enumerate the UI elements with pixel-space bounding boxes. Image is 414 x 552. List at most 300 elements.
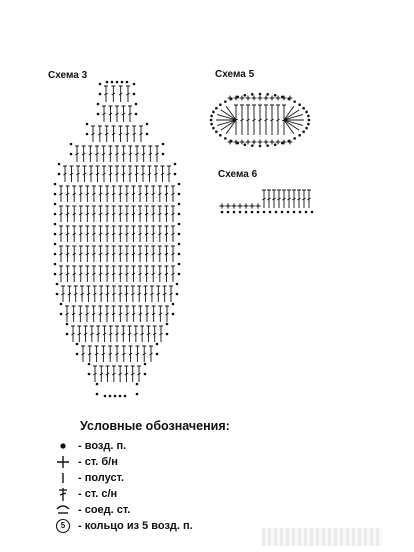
chain-dot: [56, 283, 59, 286]
radial-stitch: [221, 120, 236, 130]
double-crochet-mark: [163, 286, 167, 302]
double-crochet-mark: [105, 306, 109, 322]
double-crochet-mark: [102, 326, 106, 342]
double-crochet-mark: [137, 366, 141, 382]
double-crochet-mark: [118, 206, 122, 222]
double-crochet-mark: [142, 146, 146, 162]
double-crochet-mark: [151, 266, 155, 282]
double-crochet-mark: [89, 166, 93, 182]
double-crochet-mark: [141, 166, 145, 182]
chain-dot: [212, 111, 215, 114]
double-crochet-mark: [95, 346, 99, 362]
double-crochet-mark: [88, 346, 92, 362]
legend-item-text: - кольцо из 5 возд. п.: [78, 520, 193, 532]
double-crochet-mark: [91, 126, 95, 142]
chain-dot: [54, 203, 57, 206]
ring-number: 5: [60, 521, 66, 530]
chain-dot: [178, 223, 181, 226]
legend-item-text: - соед. ст.: [78, 504, 131, 516]
double-crochet-mark: [61, 286, 65, 302]
double-crochet-mark: [112, 206, 116, 222]
double-crochet-mark: [105, 226, 109, 242]
chain-dot: [259, 93, 262, 96]
double-crochet-mark: [79, 226, 83, 242]
double-crochet-mark: [171, 226, 175, 242]
chain-dot: [121, 81, 124, 84]
double-crochet-mark: [66, 186, 70, 202]
single-crochet-mark: [258, 96, 263, 101]
chain-dot: [210, 119, 213, 122]
chain-dot: [162, 153, 165, 156]
double-crochet-mark: [72, 186, 76, 202]
chain-dot: [58, 163, 61, 166]
double-crochet-mark: [108, 146, 112, 162]
chain-dot: [96, 383, 99, 386]
double-crochet-mark: [109, 326, 113, 342]
double-crochet-mark: [240, 105, 244, 135]
chain-dot: [146, 123, 149, 126]
double-crochet-mark: [144, 286, 148, 302]
double-crochet-mark: [72, 306, 76, 322]
single-crochet-mark: [249, 203, 254, 208]
legend-title: Условные обозначения:: [80, 419, 230, 433]
double-crochet-mark: [164, 226, 168, 242]
chain-dot: [178, 253, 181, 256]
double-crochet-mark: [118, 246, 122, 262]
scheme-6-title: Схема 6: [218, 169, 258, 180]
double-crochet-mark: [146, 326, 150, 342]
double-crochet-mark: [102, 146, 106, 162]
double-crochet-mark: [122, 106, 126, 122]
double-crochet-mark: [102, 106, 106, 122]
single-crochet-mark: [276, 140, 281, 145]
double-crochet-mark: [145, 186, 149, 202]
chain-dot: [133, 93, 136, 96]
chain-dot: [274, 143, 277, 146]
double-crochet-mark: [131, 226, 135, 242]
double-crochet-mark: [79, 206, 83, 222]
double-crochet-mark: [158, 186, 162, 202]
scheme-6-diagram: [219, 190, 313, 213]
single-crochet-mark: [246, 140, 251, 145]
chain-dot: [302, 107, 305, 110]
double-crochet-mark: [86, 286, 90, 302]
chain-dot: [156, 343, 159, 346]
chain-dot: [174, 163, 177, 166]
ring-icon: [54, 518, 72, 534]
double-crochet-mark: [72, 226, 76, 242]
double-crochet-mark: [72, 246, 76, 262]
legend-item-dc: [54, 486, 117, 502]
chain-dot: [156, 353, 159, 356]
double-crochet-mark: [132, 306, 136, 322]
chain-dot: [135, 103, 138, 106]
chain-dot: [298, 103, 301, 106]
chain-dot: [70, 153, 73, 156]
chain-dot: [251, 211, 254, 214]
double-crochet-mark: [111, 86, 115, 102]
double-crochet-mark: [252, 105, 256, 135]
chain-dot: [162, 143, 165, 146]
double-crochet-mark: [102, 166, 106, 182]
chain-dot: [224, 100, 227, 103]
chain-dot: [54, 243, 57, 246]
double-crochet-mark: [112, 306, 116, 322]
double-crochet-mark: [151, 206, 155, 222]
double-crochet-mark: [125, 206, 129, 222]
double-crochet-mark: [145, 306, 149, 322]
double-crochet-mark: [164, 206, 168, 222]
double-crochet-mark: [171, 246, 175, 262]
single-crochet-mark: [240, 96, 245, 101]
double-crochet-mark: [118, 226, 122, 242]
double-crochet-mark: [171, 186, 175, 202]
double-crochet-mark: [104, 86, 108, 102]
double-crochet-mark: [122, 166, 126, 182]
double-crochet-mark: [139, 126, 143, 142]
legend-item-chain: [54, 438, 126, 454]
chain-dot: [109, 395, 112, 398]
chain-dot: [70, 143, 73, 146]
double-crochet-mark: [105, 266, 109, 282]
double-crochet-mark: [246, 105, 250, 135]
double-crochet-mark: [151, 246, 155, 262]
double-crochet-mark: [131, 286, 135, 302]
chain-dot: [178, 193, 181, 196]
double-crochet-mark: [153, 326, 157, 342]
chain-dot: [97, 113, 100, 116]
chain-dot: [302, 131, 305, 134]
chain-dot: [263, 211, 266, 214]
chain-dot: [96, 393, 99, 396]
single-crochet-mark: [264, 140, 269, 145]
double-crochet-mark: [164, 186, 168, 202]
double-crochet-mark: [112, 126, 116, 142]
double-crochet-mark: [122, 146, 126, 162]
double-crochet-mark: [125, 286, 129, 302]
legend-item-text: - ст. б/н: [78, 456, 118, 468]
chain-dot: [136, 393, 139, 396]
radial-stitch: [221, 110, 236, 120]
double-crochet-mark: [131, 206, 135, 222]
double-crochet-mark: [59, 226, 63, 242]
chain-dot: [178, 233, 181, 236]
double-crochet-mark: [158, 306, 162, 322]
double-crochet-mark: [145, 206, 149, 222]
single-crochet-mark: [243, 203, 248, 208]
double-crochet-mark: [66, 246, 70, 262]
chain-dot: [293, 137, 296, 140]
single-crochet-mark: [255, 203, 260, 208]
chain-dot: [251, 93, 254, 96]
double-crochet-mark: [85, 246, 89, 262]
double-crochet-mark: [132, 126, 136, 142]
chain-dot: [144, 373, 147, 376]
double-crochet-mark: [96, 166, 100, 182]
chain-dot: [219, 103, 222, 106]
double-crochet-mark: [72, 266, 76, 282]
double-crochet-mark: [85, 306, 89, 322]
chain-dot: [178, 263, 181, 266]
chain-dot: [133, 83, 136, 86]
double-crochet-mark: [112, 186, 116, 202]
chain-dot: [287, 211, 290, 214]
chain-dot: [174, 173, 177, 176]
double-crochet-mark: [148, 146, 152, 162]
double-crochet-mark: [125, 306, 129, 322]
double-crochet-mark: [164, 266, 168, 282]
double-crochet-mark: [287, 190, 291, 208]
double-crochet-mark: [88, 146, 92, 162]
double-crochet-mark: [65, 306, 69, 322]
chain-dot: [60, 313, 63, 316]
legend-item-slipstitch: [54, 502, 130, 518]
double-crochet-mark: [118, 366, 122, 382]
double-crochet-mark: [158, 246, 162, 262]
double-crochet-mark: [63, 166, 67, 182]
chain-dot: [144, 363, 147, 366]
double-crochet-mark: [78, 306, 82, 322]
double-crochet-mark: [70, 166, 74, 182]
double-crochet-mark: [171, 266, 175, 282]
double-crochet-mark: [129, 346, 133, 362]
double-crochet-mark: [101, 346, 105, 362]
scheme-3-diagram: [54, 81, 181, 398]
double-crochet-mark: [125, 186, 129, 202]
double-crochet-mark: [99, 266, 103, 282]
scheme-5-diagram: [210, 93, 311, 148]
double-crochet-mark: [99, 206, 103, 222]
double-crochet-mark: [165, 306, 169, 322]
double-crochet-mark: [66, 266, 70, 282]
chain-dot: [66, 323, 69, 326]
double-crochet-mark: [145, 226, 149, 242]
double-crochet-mark: [118, 286, 122, 302]
single-crochet-mark: [264, 96, 269, 101]
double-crochet-mark: [118, 266, 122, 282]
double-crochet-mark: [270, 105, 274, 135]
double-crochet-mark: [128, 166, 132, 182]
single-crochet-mark: [231, 203, 236, 208]
chain-dot: [172, 313, 175, 316]
double-crochet-mark: [95, 146, 99, 162]
chain-dot: [281, 211, 284, 214]
single-crochet-mark: [237, 203, 242, 208]
double-crochet-mark: [118, 306, 122, 322]
double-crochet-mark: [115, 146, 119, 162]
double-crochet-mark: [115, 166, 119, 182]
double-crochet-mark: [112, 366, 116, 382]
double-crochet-mark: [93, 366, 97, 382]
double-crochet-mark: [92, 186, 96, 202]
chain-dot: [54, 193, 57, 196]
double-crochet-mark: [307, 190, 311, 208]
chain-dot: [210, 115, 213, 118]
double-crochet-mark: [161, 166, 165, 182]
chain-dot: [299, 211, 302, 214]
double-crochet-mark: [138, 226, 142, 242]
double-crochet-mark: [267, 190, 271, 208]
double-crochet-mark: [277, 190, 281, 208]
chain-dot: [178, 183, 181, 186]
chain-dot: [257, 211, 260, 214]
chain-dot: [305, 127, 308, 130]
legend-item-sc: [54, 454, 118, 470]
double-crochet-mark: [150, 286, 154, 302]
double-crochet-mark: [105, 206, 109, 222]
double-crochet-mark: [149, 346, 153, 362]
radial-stitch: [284, 120, 299, 130]
double-crochet-mark: [105, 286, 109, 302]
double-crochet-mark: [148, 166, 152, 182]
single-crochet-mark: [246, 96, 251, 101]
double-crochet-mark: [125, 266, 129, 282]
double-crochet-mark: [93, 286, 97, 302]
chain-dot: [178, 203, 181, 206]
double-crochet-mark: [119, 86, 123, 102]
double-crochet-mark: [84, 326, 88, 342]
double-crochet-mark: [98, 306, 102, 322]
chain-dot: [215, 107, 218, 110]
chain-dot: [86, 123, 89, 126]
chain-dot: [111, 81, 114, 84]
double-crochet-mark: [99, 226, 103, 242]
single-crochet-mark: [219, 203, 224, 208]
double-crochet-mark: [92, 206, 96, 222]
chain-dot: [293, 100, 296, 103]
double-crochet-mark: [81, 346, 85, 362]
legend-item-text: - полуст.: [78, 472, 125, 484]
chain-dot: [298, 134, 301, 137]
double-crochet-mark: [158, 266, 162, 282]
double-crochet-mark: [108, 346, 112, 362]
chain-dot: [54, 273, 57, 276]
chain-dot: [54, 263, 57, 266]
double-crochet-mark: [80, 286, 84, 302]
single-crochet-mark: [270, 96, 275, 101]
double-crochet-mark: [164, 246, 168, 262]
chain-dot: [245, 211, 248, 214]
chain-dot: [60, 303, 63, 306]
chain-dot: [266, 93, 269, 96]
dc-icon: [54, 486, 72, 502]
double-crochet-mark: [79, 266, 83, 282]
legend-item-text: - возд. п.: [78, 440, 127, 452]
chain-dot: [176, 293, 179, 296]
double-crochet-mark: [167, 166, 171, 182]
double-crochet-mark: [126, 86, 130, 102]
chain-dot: [224, 137, 227, 140]
double-crochet-mark: [135, 166, 139, 182]
double-crochet-mark: [151, 186, 155, 202]
double-crochet-mark: [140, 326, 144, 342]
chain-dot: [106, 81, 109, 84]
double-crochet-mark: [125, 246, 129, 262]
double-crochet-mark: [106, 366, 110, 382]
chain-dot: [54, 223, 57, 226]
double-crochet-mark: [79, 186, 83, 202]
double-crochet-mark: [83, 166, 87, 182]
double-crochet-mark: [145, 246, 149, 262]
double-crochet-mark: [92, 246, 96, 262]
double-crochet-mark: [302, 190, 306, 208]
double-crochet-mark: [128, 146, 132, 162]
double-crochet-mark: [112, 286, 116, 302]
double-crochet-mark: [118, 126, 122, 142]
chain-dot: [307, 115, 310, 118]
chain-dot: [219, 134, 222, 137]
double-crochet-mark: [137, 286, 141, 302]
double-crochet-mark: [297, 190, 301, 208]
double-crochet-mark: [158, 206, 162, 222]
double-crochet-mark: [99, 246, 103, 262]
double-crochet-mark: [92, 306, 96, 322]
chain-dot: [88, 363, 91, 366]
double-crochet-mark: [118, 186, 122, 202]
double-crochet-mark: [125, 226, 129, 242]
double-crochet-mark: [92, 226, 96, 242]
double-crochet-mark: [79, 246, 83, 262]
single-crochet-mark: [276, 96, 281, 101]
double-crochet-mark: [145, 266, 149, 282]
single-crochet-mark: [240, 140, 245, 145]
chain-dot: [176, 283, 179, 286]
double-crochet-mark: [121, 326, 125, 342]
chain-dot: [97, 103, 100, 106]
double-crochet-mark: [85, 206, 89, 222]
chain-dot: [251, 144, 254, 147]
chain-dot: [135, 113, 138, 116]
single-crochet-mark: [252, 140, 257, 145]
chain-dot: [274, 94, 277, 97]
chain-dot: [212, 127, 215, 130]
single-crochet-mark: [252, 96, 257, 101]
chain-dot: [166, 323, 169, 326]
double-crochet-mark: [66, 206, 70, 222]
double-crochet-mark: [292, 190, 296, 208]
double-crochet-mark: [71, 326, 75, 342]
double-crochet-mark: [105, 126, 109, 142]
chain-dot: [126, 81, 129, 84]
double-crochet-mark: [272, 190, 276, 208]
double-crochet-mark: [262, 190, 266, 208]
double-crochet-mark: [105, 186, 109, 202]
chain-dot: [54, 213, 57, 216]
double-crochet-mark: [155, 146, 159, 162]
double-crochet-mark: [131, 246, 135, 262]
chain-dot: [311, 211, 314, 214]
double-crochet-mark: [138, 206, 142, 222]
double-crochet-mark: [134, 326, 138, 342]
double-crochet-mark: [109, 106, 113, 122]
chain-dot: [227, 211, 230, 214]
double-crochet-mark: [67, 286, 71, 302]
double-crochet-mark: [151, 226, 155, 242]
double-crochet-mark: [138, 246, 142, 262]
chain-dot: [233, 211, 236, 214]
chain-dot: [86, 133, 89, 136]
chain-dot: [104, 395, 107, 398]
double-crochet-mark: [112, 246, 116, 262]
double-crochet-mark: [96, 326, 100, 342]
double-crochet-mark: [152, 306, 156, 322]
chain-dot: [307, 123, 310, 126]
double-crochet-mark: [138, 186, 142, 202]
double-crochet-mark: [156, 286, 160, 302]
double-crochet-mark: [171, 206, 175, 222]
chain-dot: [266, 144, 269, 147]
double-crochet-mark: [115, 346, 119, 362]
